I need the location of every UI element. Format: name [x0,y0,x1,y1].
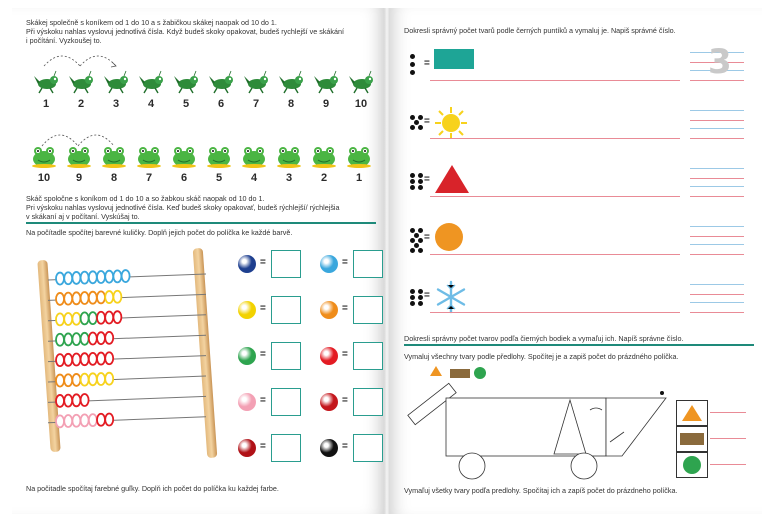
abacus-bead [97,373,105,385]
equals-sign: = [260,441,266,452]
abacus-bead [81,312,89,324]
drawing-line [430,312,680,313]
handwriting-guide-line [690,110,744,111]
color-bead-icon [320,347,338,365]
color-bead-icon [238,255,256,273]
abacus-instruction-cz: Na počítadle spočítej barevné kuličky. Doplň jejich počet do políčka ke každé barvě. [26,228,293,237]
grasshopper-number: 5 [182,98,190,110]
grasshopper-number: 1 [42,98,50,110]
abacus-bead [81,374,89,386]
grasshopper-number: 4 [147,98,155,110]
equals-sign: = [260,395,266,406]
abacus-bead [72,415,80,427]
drawing-line [430,196,680,197]
answer-box[interactable] [353,434,383,462]
number-writing-line [690,138,744,139]
handwriting-guide-line [690,302,744,303]
grasshopper-icon [242,70,270,94]
grasshopper-icon [172,70,200,94]
abacus-bead [97,353,105,365]
red-triangle-icon [434,164,470,199]
grasshopper-icon [102,70,130,94]
orange-circle-icon [434,222,464,257]
answer-box[interactable] [353,342,383,370]
count-box-circle[interactable] [676,452,708,478]
abacus-bead [64,415,72,427]
number-writing-line [690,312,744,313]
abacus-bead [97,291,105,303]
abacus-bead [105,291,113,303]
abacus-bead [113,270,121,282]
abacus-bead [72,394,80,406]
frog-number: 3 [285,172,293,184]
abacus-bead [81,292,89,304]
grasshopper-icon [137,70,165,94]
answer-box[interactable] [271,296,301,324]
intro-sk-line-1: Skáč spoločne s koníkom od 1 do 10 a so žabkou skáč naopak od 10 do 1. [26,194,265,203]
snowflake-icon [434,280,468,319]
frog-number: 2 [320,172,328,184]
frog-icon [135,144,163,168]
grasshopper-icon [32,70,60,94]
abacus-bead [105,413,113,425]
handwriting-guide-line [690,226,744,227]
number-writing-line [690,254,744,255]
answer-line-1 [710,412,746,413]
drawing-line [430,254,680,255]
frog-icon [275,144,303,168]
grasshopper-number: 10 [354,98,368,110]
count-box-triangle[interactable] [676,400,708,426]
equals-sign: = [342,303,348,314]
abacus-bead [81,414,89,426]
abacus-bead [89,271,97,283]
handwriting-guide-line [690,120,744,121]
abacus-bead [89,292,97,304]
grasshopper-icon [347,70,375,94]
abacus-bead [64,272,72,284]
trace-digit: 3 [708,42,732,82]
equals-sign: = [424,232,430,243]
grasshopper-number: 3 [112,98,120,110]
abacus-bead [105,271,113,283]
frog-icon [345,144,373,168]
right-page [390,8,762,514]
handwriting-guide-line [690,168,744,169]
abacus-bead [89,353,97,365]
abacus-bead [56,293,64,305]
drawing-line [430,80,680,81]
equals-sign: = [424,290,430,301]
car-instruction-sk: Vymaľuj všetky tvary podľa predlohy. Spočítaj ich a zapíš počet do prázdneho políčka. [404,486,678,495]
handwriting-guide-line [690,186,744,187]
color-bead-icon [320,393,338,411]
abacus-bead [89,414,97,426]
answer-box[interactable] [271,250,301,278]
answer-line-2 [710,438,746,439]
abacus-bead [105,332,113,344]
grasshopper-icon [207,70,235,94]
handwriting-guide-line [690,244,744,245]
frog-icon [100,144,128,168]
answer-box[interactable] [353,296,383,324]
abacus-bead [97,312,105,324]
abacus-bead [72,374,80,386]
number-writing-line [690,196,744,197]
abacus-bead [122,270,130,282]
abacus-bead [64,395,72,407]
left-page [12,8,384,514]
equals-sign: = [260,349,266,360]
intro-sk-line-2: Pri výskoku nahlas vyslovuj jednotlivé čísla. Keď budeš skoky opakovať, budeš rýchlejší/ rýchlejšia [26,203,340,212]
car-instruction-cz: Vymaluj všechny tvary podle předlohy. Spočítej je a zapiš počet do prázdného políčka. [404,352,679,361]
abacus-bead [97,414,105,426]
handwriting-guide-line [690,294,744,295]
grasshopper-number: 6 [217,98,225,110]
answer-box[interactable] [353,250,383,278]
equals-sign: = [424,58,430,69]
frog-number: 9 [75,172,83,184]
handwriting-guide-line [690,236,744,237]
color-bead-icon [238,301,256,319]
grasshopper-number: 7 [252,98,260,110]
answer-box[interactable] [271,388,301,416]
grasshopper-icon [67,70,95,94]
legend-circle [474,367,486,379]
frog-number: 8 [110,172,118,184]
handwriting-guide-line [690,284,744,285]
frog-icon [170,144,198,168]
frog-number: 10 [37,172,51,184]
color-bead-icon [238,439,256,457]
abacus-bead [72,292,80,304]
abacus-bead [89,312,97,324]
equals-sign: = [424,174,430,185]
answer-line-3 [710,464,746,465]
color-bead-icon [238,393,256,411]
frog-icon [65,144,93,168]
right-divider [404,344,754,346]
abacus-bead [97,271,105,283]
abacus-bead [81,353,89,365]
dots-instruction-sk: Dokresli správny počet tvarov podľa čierných bodiek a vymaľuj ich. Napíš správne číslo. [404,334,684,343]
color-bead-icon [320,301,338,319]
legend-triangle [430,366,442,376]
abacus-bead [56,415,64,427]
abacus-bead [56,395,64,407]
abacus-bead [64,374,72,386]
intro-sk-line-3: v skákaní aj v počítaní. Vyskúšaj to. [26,212,140,221]
abacus-bead [81,333,89,345]
frog-number: 1 [355,172,363,184]
equals-sign: = [342,395,348,406]
abacus-bead [56,375,64,387]
abacus-bead [105,373,113,385]
abacus-bead [56,354,64,366]
equals-sign: = [424,116,430,127]
answer-box[interactable] [271,342,301,370]
section-divider [26,222,376,224]
abacus-bead [72,272,80,284]
color-bead-icon [320,439,338,457]
intro-cz-line-3: i počítání. Vyzkoušej to. [26,36,102,45]
abacus-bead [64,313,72,325]
frog-number: 6 [180,172,188,184]
equals-sign: = [342,257,348,268]
abacus-bead [81,394,89,406]
equals-sign: = [260,303,266,314]
frog-number: 5 [215,172,223,184]
abacus-bead [89,332,97,344]
abacus-bead [113,291,121,303]
abacus-bead [64,293,72,305]
abacus-bead [72,333,80,345]
grasshopper-icon [312,70,340,94]
drawing-line [430,138,680,139]
grasshopper-number: 9 [322,98,330,110]
abacus-instruction-sk: Na počitadle spočítaj farebné guľky. Doplň ich počet do políčka ku každej farbe. [26,484,279,493]
intro-cz-line-1: Skákej společně s koníkem od 1 do 10 a s žabičkou skákej naopak od 10 do 1. [26,18,277,27]
abacus-bead [56,273,64,285]
frog-icon [30,144,58,168]
frog-icon [240,144,268,168]
grasshopper-number: 8 [287,98,295,110]
equals-sign: = [342,349,348,360]
abacus-bead [64,333,72,345]
frog-number: 7 [145,172,153,184]
frog-icon [205,144,233,168]
answer-box[interactable] [353,388,383,416]
handwriting-guide-line [690,178,744,179]
abacus-bead [97,332,105,344]
sun-icon [434,106,468,145]
teal-rectangle-icon [434,48,474,75]
abacus-bead [72,313,80,325]
abacus-bead [81,272,89,284]
answer-box[interactable] [271,434,301,462]
abacus-bead [113,311,121,323]
grasshopper-icon [277,70,305,94]
abacus-bead [105,352,113,364]
abacus-bead [89,373,97,385]
equals-sign: = [342,441,348,452]
abacus-bead [64,354,72,366]
dots-instruction-cz: Dokresli správný počet tvarů podle černých puntíků a vymaluj je. Napiš správné číslo. [404,26,676,35]
color-bead-icon [238,347,256,365]
abacus-bead [56,334,64,346]
grasshopper-number: 2 [77,98,85,110]
intro-cz-line-2: Při výskoku nahlas vyslovuj jednotlivá čísla. Když budeš skoky opakovat, budeš rychlejší ve skákání [26,27,345,36]
legend-rectangle [450,369,470,378]
color-bead-icon [320,255,338,273]
frog-number: 4 [250,172,258,184]
abacus-bead [105,311,113,323]
abacus-bead [72,354,80,366]
abacus-bead [56,313,64,325]
abacus [22,240,234,462]
frog-icon [310,144,338,168]
handwriting-guide-line [690,128,744,129]
equals-sign: = [260,257,266,268]
count-box-rectangle[interactable] [676,426,708,452]
